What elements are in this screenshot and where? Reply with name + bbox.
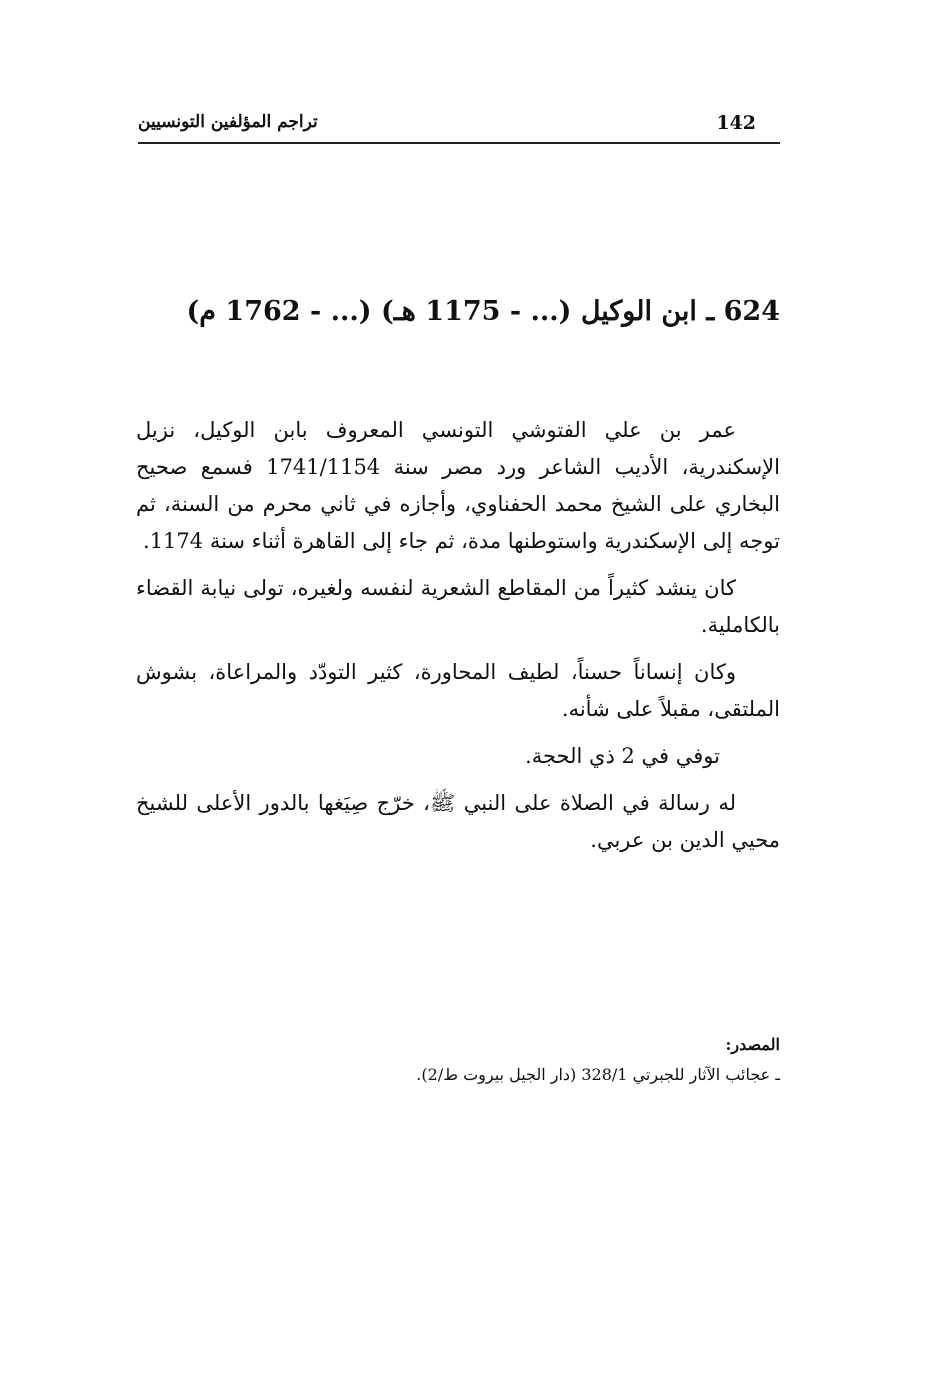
sources-section xyxy=(136,1030,780,1090)
paragraph-poetry: كان ينشد كثيراً من المقاطع الشعرية لنفسه ولغيره، تولى نيابة القضاء بالكاملية. xyxy=(136,576,780,637)
running-header xyxy=(138,108,780,144)
sources-heading: المصدر: xyxy=(725,1035,780,1054)
paragraph-character: وكان إنساناً حسناً، لطيف المحاورة، كثير التودّد والمراعاة، بشوش الملتقى، مقبلاً على شأنه. xyxy=(136,660,780,721)
paragraph-works: له رسالة في الصلاة على النبي ﷺ، خرّج صِيَغها بالدور الأعلى للشيخ محيي الدين بن عربي. xyxy=(136,791,780,852)
book-title: تراجم المؤلفين التونسيين xyxy=(138,112,318,132)
paragraph-biography: عمر بن علي الفتوشي التونسي المعروف بابن الوكيل، نزيل الإسكندرية، الأديب الشاعر ورد مصر سنة 1741/1154 فسمع صحيح البخاري على الشيخ محمد الحفناوي، وأجازه في ثاني محرم من السنة، ثم توجه إلى الإسكندرية واستوطنها مدة، ثم جاء إلى القاهرة أثناء سنة 1174. xyxy=(136,418,780,553)
source-item: ـ عجائب الآثار للجبرتي 328/1 (دار الجيل بيروت ط/2). xyxy=(416,1065,780,1084)
paragraph-death: توفي في 2 ذي الحجة. xyxy=(525,744,720,768)
entry-body xyxy=(136,412,780,859)
entry-title: 624 ـ ابن الوكيل (... - 1175 هـ) (... - 1762 م) xyxy=(186,296,780,327)
page-number: 142 xyxy=(716,112,756,134)
